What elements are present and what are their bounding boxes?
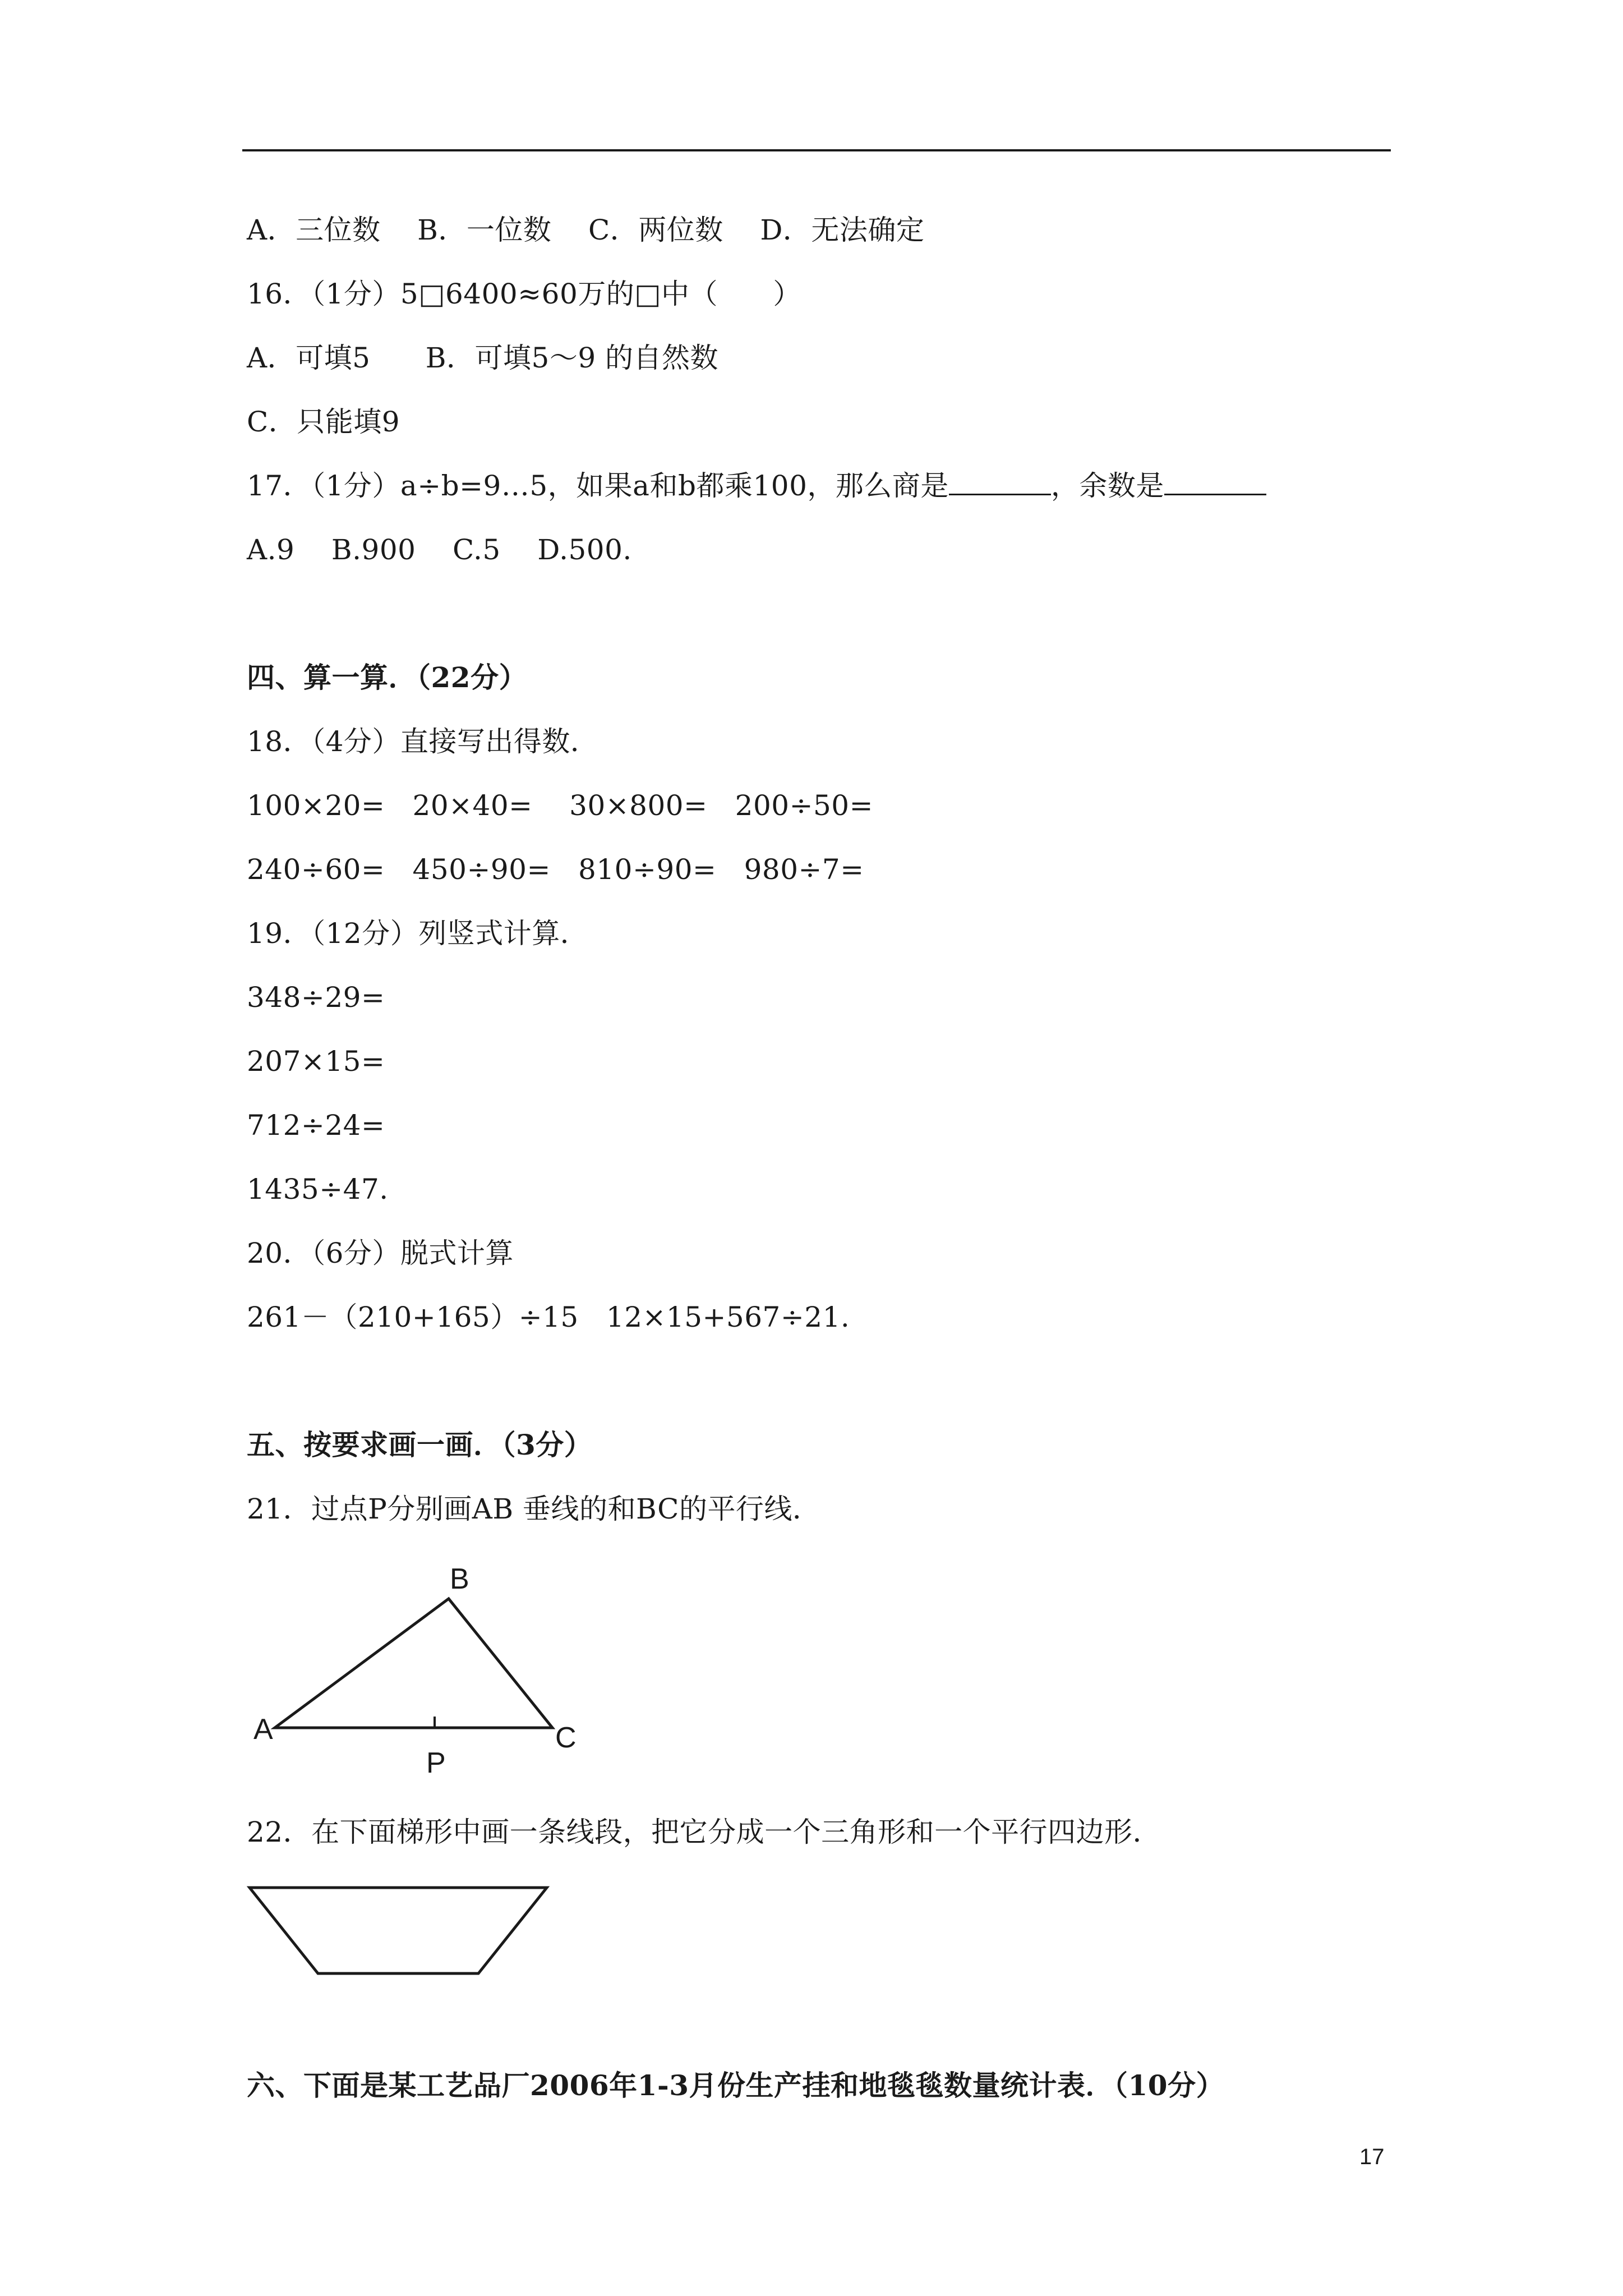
q19-item-c: 712÷24=: [247, 1109, 385, 1142]
q19-item-a: 348÷29=: [247, 981, 385, 1014]
q16-option-c: C．只能填9: [247, 406, 400, 438]
q18-stem: 18．（4分）直接写出得数．: [247, 725, 599, 758]
label-b: B: [450, 1563, 469, 1595]
q17-stem-part-a: 17．（1分）a÷b=9…5，如果a和b都乘100，那么商是: [247, 470, 949, 502]
q18-row-2: 240÷60= 450÷90= 810÷90= 980÷7=: [247, 853, 864, 886]
q17-stem-part-b: ，余数是: [1050, 470, 1164, 502]
q20-expressions: 261－（210+165）÷15 12×15+567÷21.: [247, 1301, 850, 1333]
q16-options-ab: A．可填5 B．可填5～9 的自然数: [247, 342, 719, 374]
triangle-abc: [275, 1599, 552, 1728]
trapezoid-figure: [247, 1876, 561, 1989]
answer-blank-quotient[interactable]: [949, 469, 1051, 495]
answer-blank-remainder[interactable]: [1164, 469, 1266, 495]
q17-options: A.9 B.900 C.5 D.500.: [247, 533, 632, 566]
q22-stem: 22．在下面梯形中画一条线段，把它分成一个三角形和一个平行四边形．: [247, 1816, 1161, 1848]
page-number: 17: [1359, 2145, 1385, 2169]
label-a: A: [253, 1713, 273, 1746]
label-c: C: [555, 1722, 577, 1754]
trapezoid: [250, 1888, 547, 1973]
header-rule: [242, 149, 1391, 151]
section-5-title: 五、按要求画一画．（3分）: [247, 1428, 593, 1461]
q19-stem: 19．（12分）列竖式计算．: [247, 917, 589, 950]
q15-options: A．三位数 B．一位数 C．两位数 D．无法确定: [247, 214, 925, 246]
triangle-figure: [241, 1554, 589, 1789]
q19-item-b: 207×15=: [247, 1045, 385, 1078]
q17-stem: [247, 469, 1266, 503]
q20-stem: 20．（6分）脱式计算: [247, 1237, 514, 1269]
section-6-title: 六、下面是某工艺品厂2006年1-3月份生产挂和地毯毯数量统计表．（10分）: [247, 2069, 1225, 2102]
q16-stem: 16．（1分）5□6400≈60万的□中（ ）: [247, 278, 801, 310]
q18-row-1: 100×20= 20×40= 30×800= 200÷50=: [247, 789, 874, 822]
label-p: P: [426, 1747, 446, 1779]
section-4-title: 四、算一算．（22分）: [247, 661, 528, 694]
q21-stem: 21．过点P分别画AB 垂线的和BC的平行线．: [247, 1493, 821, 1525]
q19-item-d: 1435÷47.: [247, 1173, 389, 1205]
